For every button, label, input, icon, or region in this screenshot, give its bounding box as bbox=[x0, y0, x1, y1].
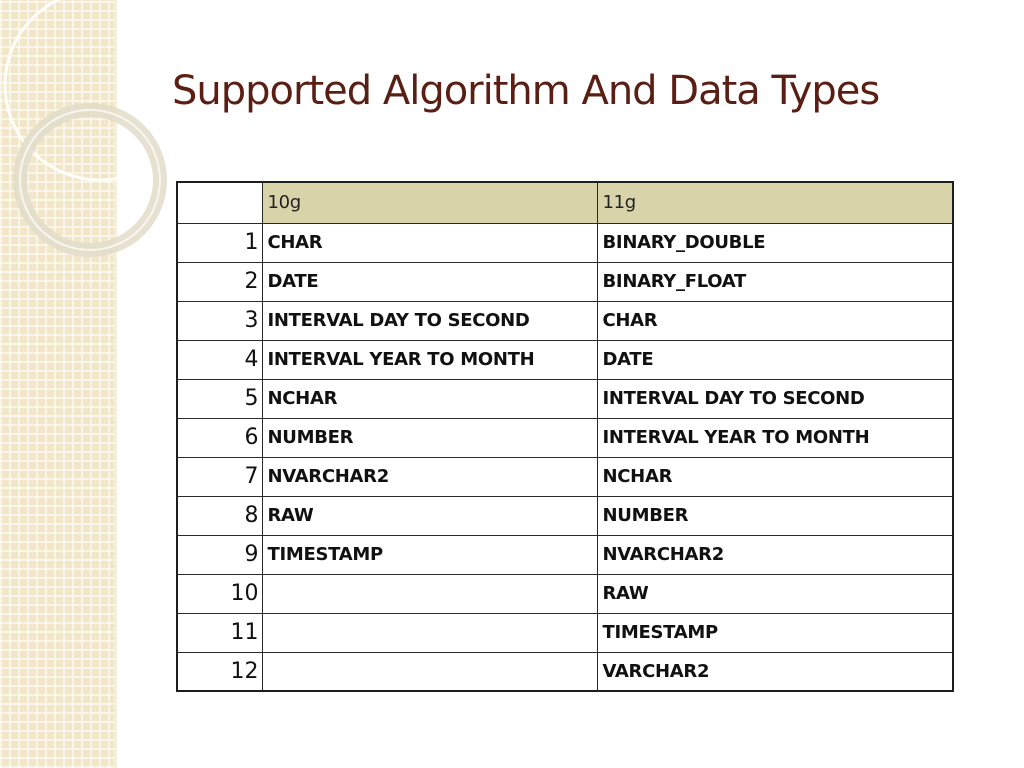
row-number: 5 bbox=[177, 379, 262, 418]
table-row bbox=[177, 496, 953, 535]
table-row bbox=[177, 574, 953, 613]
cell-11g: DATE bbox=[597, 340, 953, 379]
table-row bbox=[177, 652, 953, 691]
cell-10g: NUMBER bbox=[262, 418, 597, 457]
cell-10g bbox=[262, 574, 597, 613]
table-row bbox=[177, 301, 953, 340]
table-row bbox=[177, 340, 953, 379]
cell-10g bbox=[262, 613, 597, 652]
table-row bbox=[177, 418, 953, 457]
cell-11g: NCHAR bbox=[597, 457, 953, 496]
cell-10g: CHAR bbox=[262, 223, 597, 262]
table-row bbox=[177, 535, 953, 574]
row-number: 3 bbox=[177, 301, 262, 340]
decorative-rings bbox=[0, 0, 200, 260]
row-number: 9 bbox=[177, 535, 262, 574]
header-10g: 10g bbox=[262, 182, 597, 223]
cell-10g: TIMESTAMP bbox=[262, 535, 597, 574]
cell-11g: BINARY_FLOAT bbox=[597, 262, 953, 301]
table-row bbox=[177, 262, 953, 301]
table-row bbox=[177, 379, 953, 418]
deco-ring-large bbox=[5, 0, 195, 180]
row-number: 6 bbox=[177, 418, 262, 457]
cell-11g: NVARCHAR2 bbox=[597, 535, 953, 574]
cell-11g: TIMESTAMP bbox=[597, 613, 953, 652]
row-number: 4 bbox=[177, 340, 262, 379]
slide-title: Supported Algorithm And Data Types bbox=[172, 68, 880, 114]
table-header-row bbox=[177, 182, 953, 223]
row-number: 10 bbox=[177, 574, 262, 613]
table-row bbox=[177, 223, 953, 262]
cell-11g: INTERVAL DAY TO SECOND bbox=[597, 379, 953, 418]
table-row bbox=[177, 613, 953, 652]
header-corner bbox=[177, 182, 262, 223]
cell-10g: NVARCHAR2 bbox=[262, 457, 597, 496]
row-number: 2 bbox=[177, 262, 262, 301]
cell-11g: VARCHAR2 bbox=[597, 652, 953, 691]
cell-11g: RAW bbox=[597, 574, 953, 613]
row-number: 1 bbox=[177, 223, 262, 262]
cell-11g: BINARY_DOUBLE bbox=[597, 223, 953, 262]
row-number: 11 bbox=[177, 613, 262, 652]
cell-11g: INTERVAL YEAR TO MONTH bbox=[597, 418, 953, 457]
header-11g: 11g bbox=[597, 182, 953, 223]
row-number: 8 bbox=[177, 496, 262, 535]
cell-11g: CHAR bbox=[597, 301, 953, 340]
row-number: 7 bbox=[177, 457, 262, 496]
cell-10g: INTERVAL YEAR TO MONTH bbox=[262, 340, 597, 379]
cell-10g: INTERVAL DAY TO SECOND bbox=[262, 301, 597, 340]
cell-10g: DATE bbox=[262, 262, 597, 301]
cell-11g: NUMBER bbox=[597, 496, 953, 535]
data-types-table bbox=[176, 181, 954, 692]
row-number: 12 bbox=[177, 652, 262, 691]
cell-10g bbox=[262, 652, 597, 691]
cell-10g: RAW bbox=[262, 496, 597, 535]
table-row bbox=[177, 457, 953, 496]
cell-10g: NCHAR bbox=[262, 379, 597, 418]
